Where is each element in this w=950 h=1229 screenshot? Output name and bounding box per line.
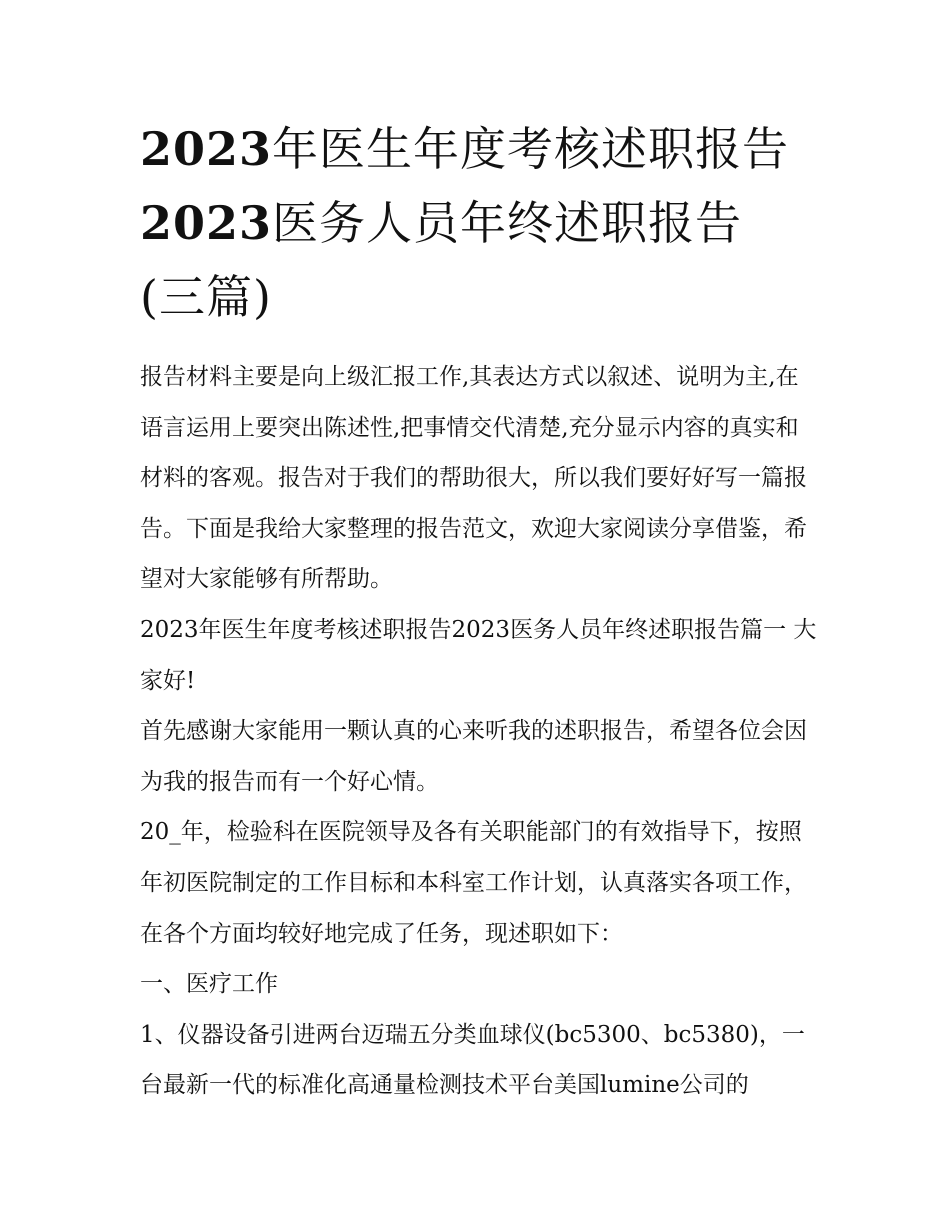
title-text-1: 年医生年度考核述职报告 xyxy=(272,122,790,176)
equipment-paragraph: 1、仪器设备引进两台迈瑞五分类血球仪(bc5300、bc5380)，一台最新一代的标准化高通量检测技术平台美国lumine公司的 xyxy=(140,1021,805,1099)
title-text-3: (三篇) xyxy=(140,270,272,324)
title-year-2: 2023 xyxy=(140,196,273,250)
title-text-2: 医务人员年终述职报告 xyxy=(272,196,743,250)
title-year-1: 2023 xyxy=(140,122,273,176)
medical-work-heading: 一、医疗工作 xyxy=(140,971,278,998)
document-page xyxy=(140,112,820,1111)
section-heading-paragraph: 2023年医生年度考核述职报告2023医务人员年终述职报告篇一 大家好! xyxy=(140,616,817,694)
intro-paragraph: 报告材料主要是向上级汇报工作,其表达方式以叙述、说明为主,在语言运用上要突出陈述性,把事情交代清楚,充分显示内容的真实和材料的客观。报告对于我们的帮助很大，所以我们要好好写一篇报告。下面是我给大家整理的报告范文，欢迎大家阅读分享借鉴，希望对大家能够有所帮助。 xyxy=(140,364,807,593)
document-title xyxy=(140,112,820,334)
summary-paragraph: 20_年，检验科在医院领导及各有关职能部门的有效指导下，按照年初医院制定的工作目标和本科室工作计划，认真落实各项工作，在各个方面均较好地完成了任务，现述职如下： xyxy=(140,819,807,947)
greeting-paragraph: 首先感谢大家能用一颗认真的心来听我的述职报告，希望各位会因为我的报告而有一个好心情。 xyxy=(140,718,807,795)
